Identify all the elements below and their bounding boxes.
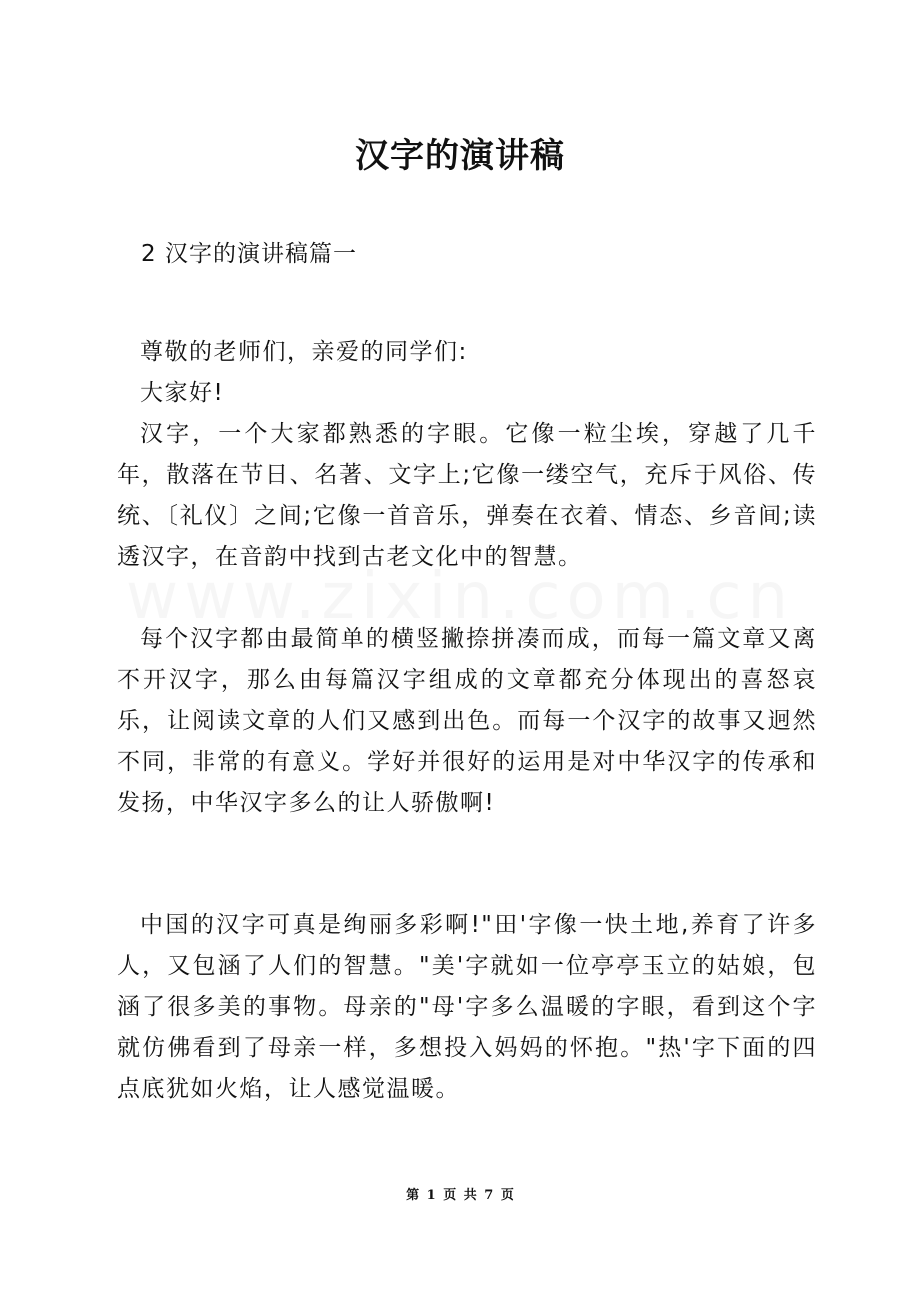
page-number-footer: 第 1 页 共 7 页 — [406, 1188, 514, 1203]
paragraph-body: 每个汉字都由最简单的横竖撇捺拼凑而成，而每一篇文章又离不开汉字，那么由每篇汉字组成的文章都充分体现出的喜怒哀乐，让阅读文章的人们又感到出色。而每一个汉字的故事又迥然不同，非常的有意义。学好并很好的运用是对中华汉字的传承和发扬，中华汉字多么的让人骄傲啊! — [117, 626, 817, 816]
paragraph-greeting: 大家好! — [140, 380, 225, 406]
section-heading: 2 汉字的演讲稿篇一 — [141, 241, 357, 267]
paragraph-body: 中国的汉字可真是绚丽多彩啊!"田'字像一快土地,养育了许多人，又包涵了人们的智慧。"美'字就如一位亭亭玉立的姑娘，包涵了很多美的事物。母亲的"母'字多么温暖的字眼，看到这个字就仿佛看到了母亲一样，多想投入妈妈的怀抱。"热'字下面的四点底犹如火焰，让人感觉温暖。 — [117, 912, 817, 1102]
paragraph-greeting-salutation: 尊敬的老师们，亲爱的同学们: — [140, 339, 468, 365]
document-title: 汉字的演讲稿 — [355, 136, 565, 176]
paragraph-body: 汉字，一个大家都熟悉的字眼。它像一粒尘埃，穿越了几千年，散落在节日、名著、文字上;它像一缕空气，充斥于风俗、传统、〔礼仪〕之间;它像一首音乐，弹奏在衣着、情态、乡音间;读透汉字，在音韵中找到古老文化中的智慧。 — [117, 421, 817, 570]
